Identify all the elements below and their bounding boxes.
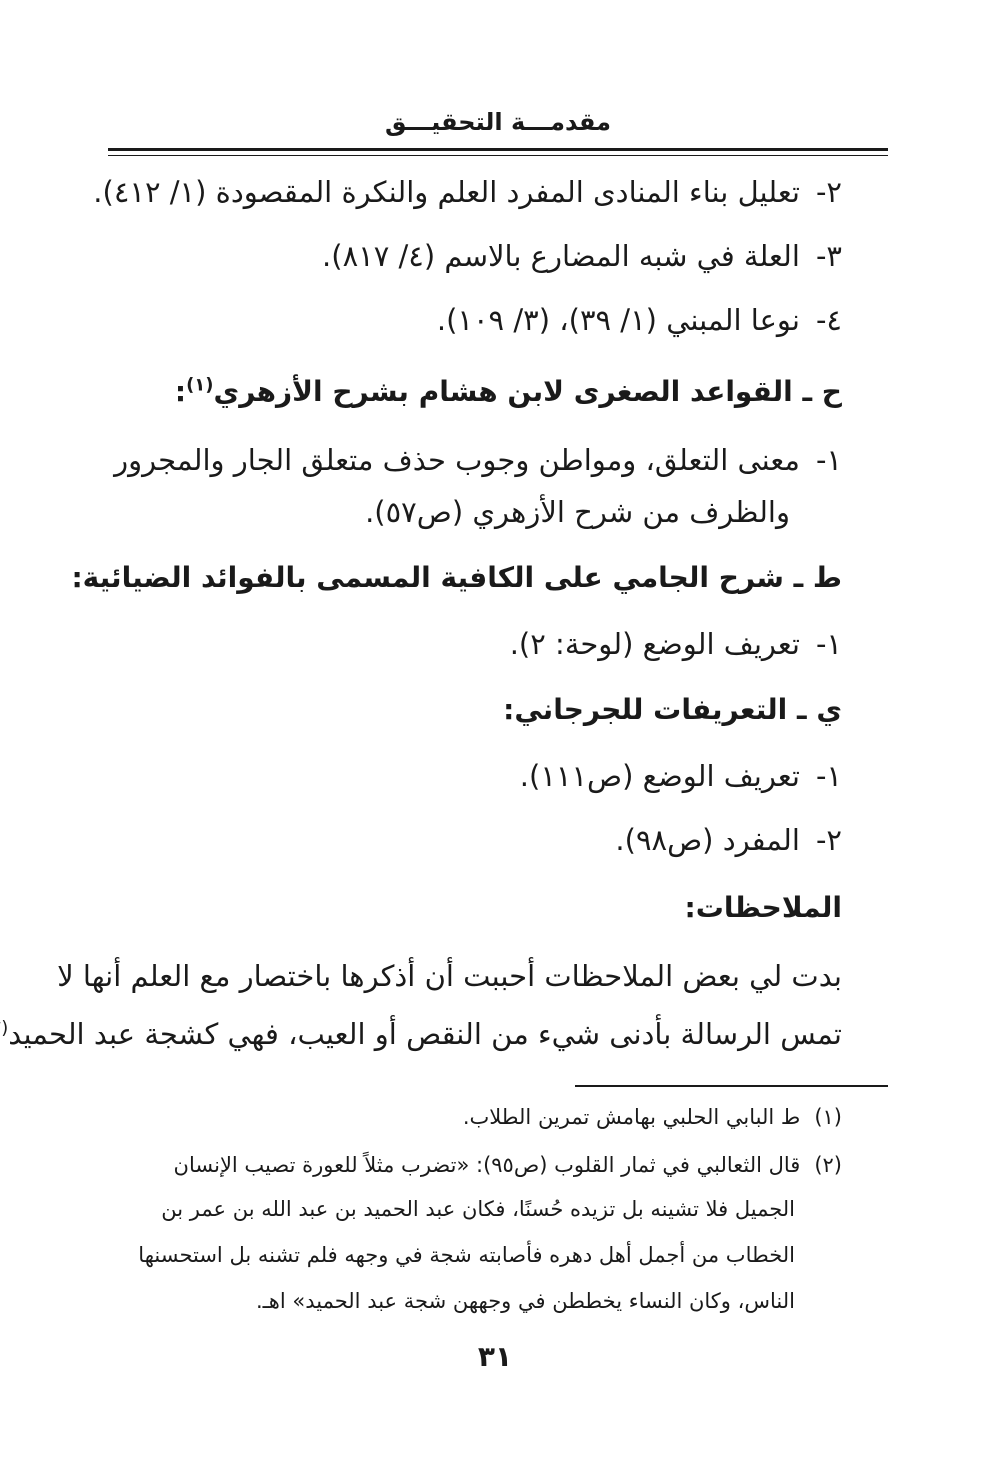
item-number: ١- (815, 443, 842, 477)
item-text: تعريف الوضع (لوحة: ٢). (509, 627, 800, 661)
item-number: ٢- (815, 823, 842, 857)
item-text: تعليل بناء المنادى المفرد العلم والنكرة المقصودة (١/ ٤١٢). (93, 175, 800, 209)
footnote (108, 1102, 842, 1132)
footnote-continuation: الجميل فلا تشينه بل تزيده حُسنًا، فكان عبد الحميد بن عبد الله بن عمر بن (161, 1197, 795, 1221)
header-rule-thick (108, 148, 888, 151)
footnote-separator (575, 1085, 888, 1087)
list-item (100, 300, 842, 340)
item-number: ٤- (815, 303, 842, 337)
footnote-number: (٢) (814, 1153, 842, 1177)
list-item (100, 624, 842, 664)
section-heading: ي ـ التعريفات للجرجاني: (503, 693, 842, 726)
item-text: معنى التعلق، ومواطن وجوب حذف متعلق الجار والمجرور (114, 443, 800, 477)
section-heading (100, 372, 842, 412)
section-heading: ط ـ شرح الجامي على الكافية المسمى بالفوائد الضيائية: (71, 561, 842, 594)
running-header: مقدمـــة التحقيـــق (384, 108, 612, 136)
item-number: ١- (815, 627, 842, 661)
page-number: ٣١ (477, 1340, 513, 1373)
item-text: المفرد (ص٩٨). (615, 823, 800, 857)
paragraph-line (1, 1014, 842, 1054)
footnote-continuation: الناس، وكان النساء يخططن في وجههن شجة عبد الحميد» اهـ. (255, 1289, 795, 1313)
item-text: تعريف الوضع (ص١١١). (519, 759, 800, 793)
item-number: ٢- (815, 175, 842, 209)
item-continuation: والظرف من شرح الأزهري (ص٥٧). (365, 495, 790, 529)
footnote-ref: ( (1, 1017, 9, 1039)
item-text: العلة في شبه المضارع بالاسم (٤/ ٨١٧). (322, 239, 800, 273)
footnote-continuation: الخطاب من أجمل أهل دهره فأصابته شجة في وجهه فلم تشنه بل استحسنها (138, 1243, 795, 1267)
item-text: نوعا المبني (١/ ٣٩)، (٣/ ١٠٩). (436, 303, 800, 337)
item-number: ٣- (815, 239, 842, 273)
list-item (100, 820, 842, 860)
item-number: ١- (815, 759, 842, 793)
notes-heading: الملاحظات: (684, 891, 842, 924)
footnote (108, 1150, 842, 1180)
paragraph-text: تمس الرسالة بأدنى شيء من النقص أو العيب، فهي كشجة عبد الحميد (8, 1017, 842, 1051)
footnote-text: ط البابي الحلبي بهامش تمرين الطلاب. (462, 1105, 801, 1129)
paragraph-line: بدت لي بعض الملاحظات أحببت أن أذكرها باختصار مع العلم أنها لا (57, 959, 842, 993)
header-rule-thin (108, 155, 888, 156)
list-item (100, 236, 842, 276)
list-item (93, 172, 842, 212)
footnote-ref: (١) (186, 374, 214, 396)
footnote-text: قال الثعالبي في ثمار القلوب (ص٩٥): «تضرب مثلاً للعورة تصيب الإنسان (173, 1153, 801, 1177)
heading-colon: : (174, 375, 187, 408)
list-item (100, 440, 842, 480)
list-item (100, 756, 842, 796)
section-heading-text: ح ـ القواعد الصغرى لابن هشام بشرح الأزهري (213, 375, 842, 408)
footnote-number: (١) (814, 1105, 842, 1129)
